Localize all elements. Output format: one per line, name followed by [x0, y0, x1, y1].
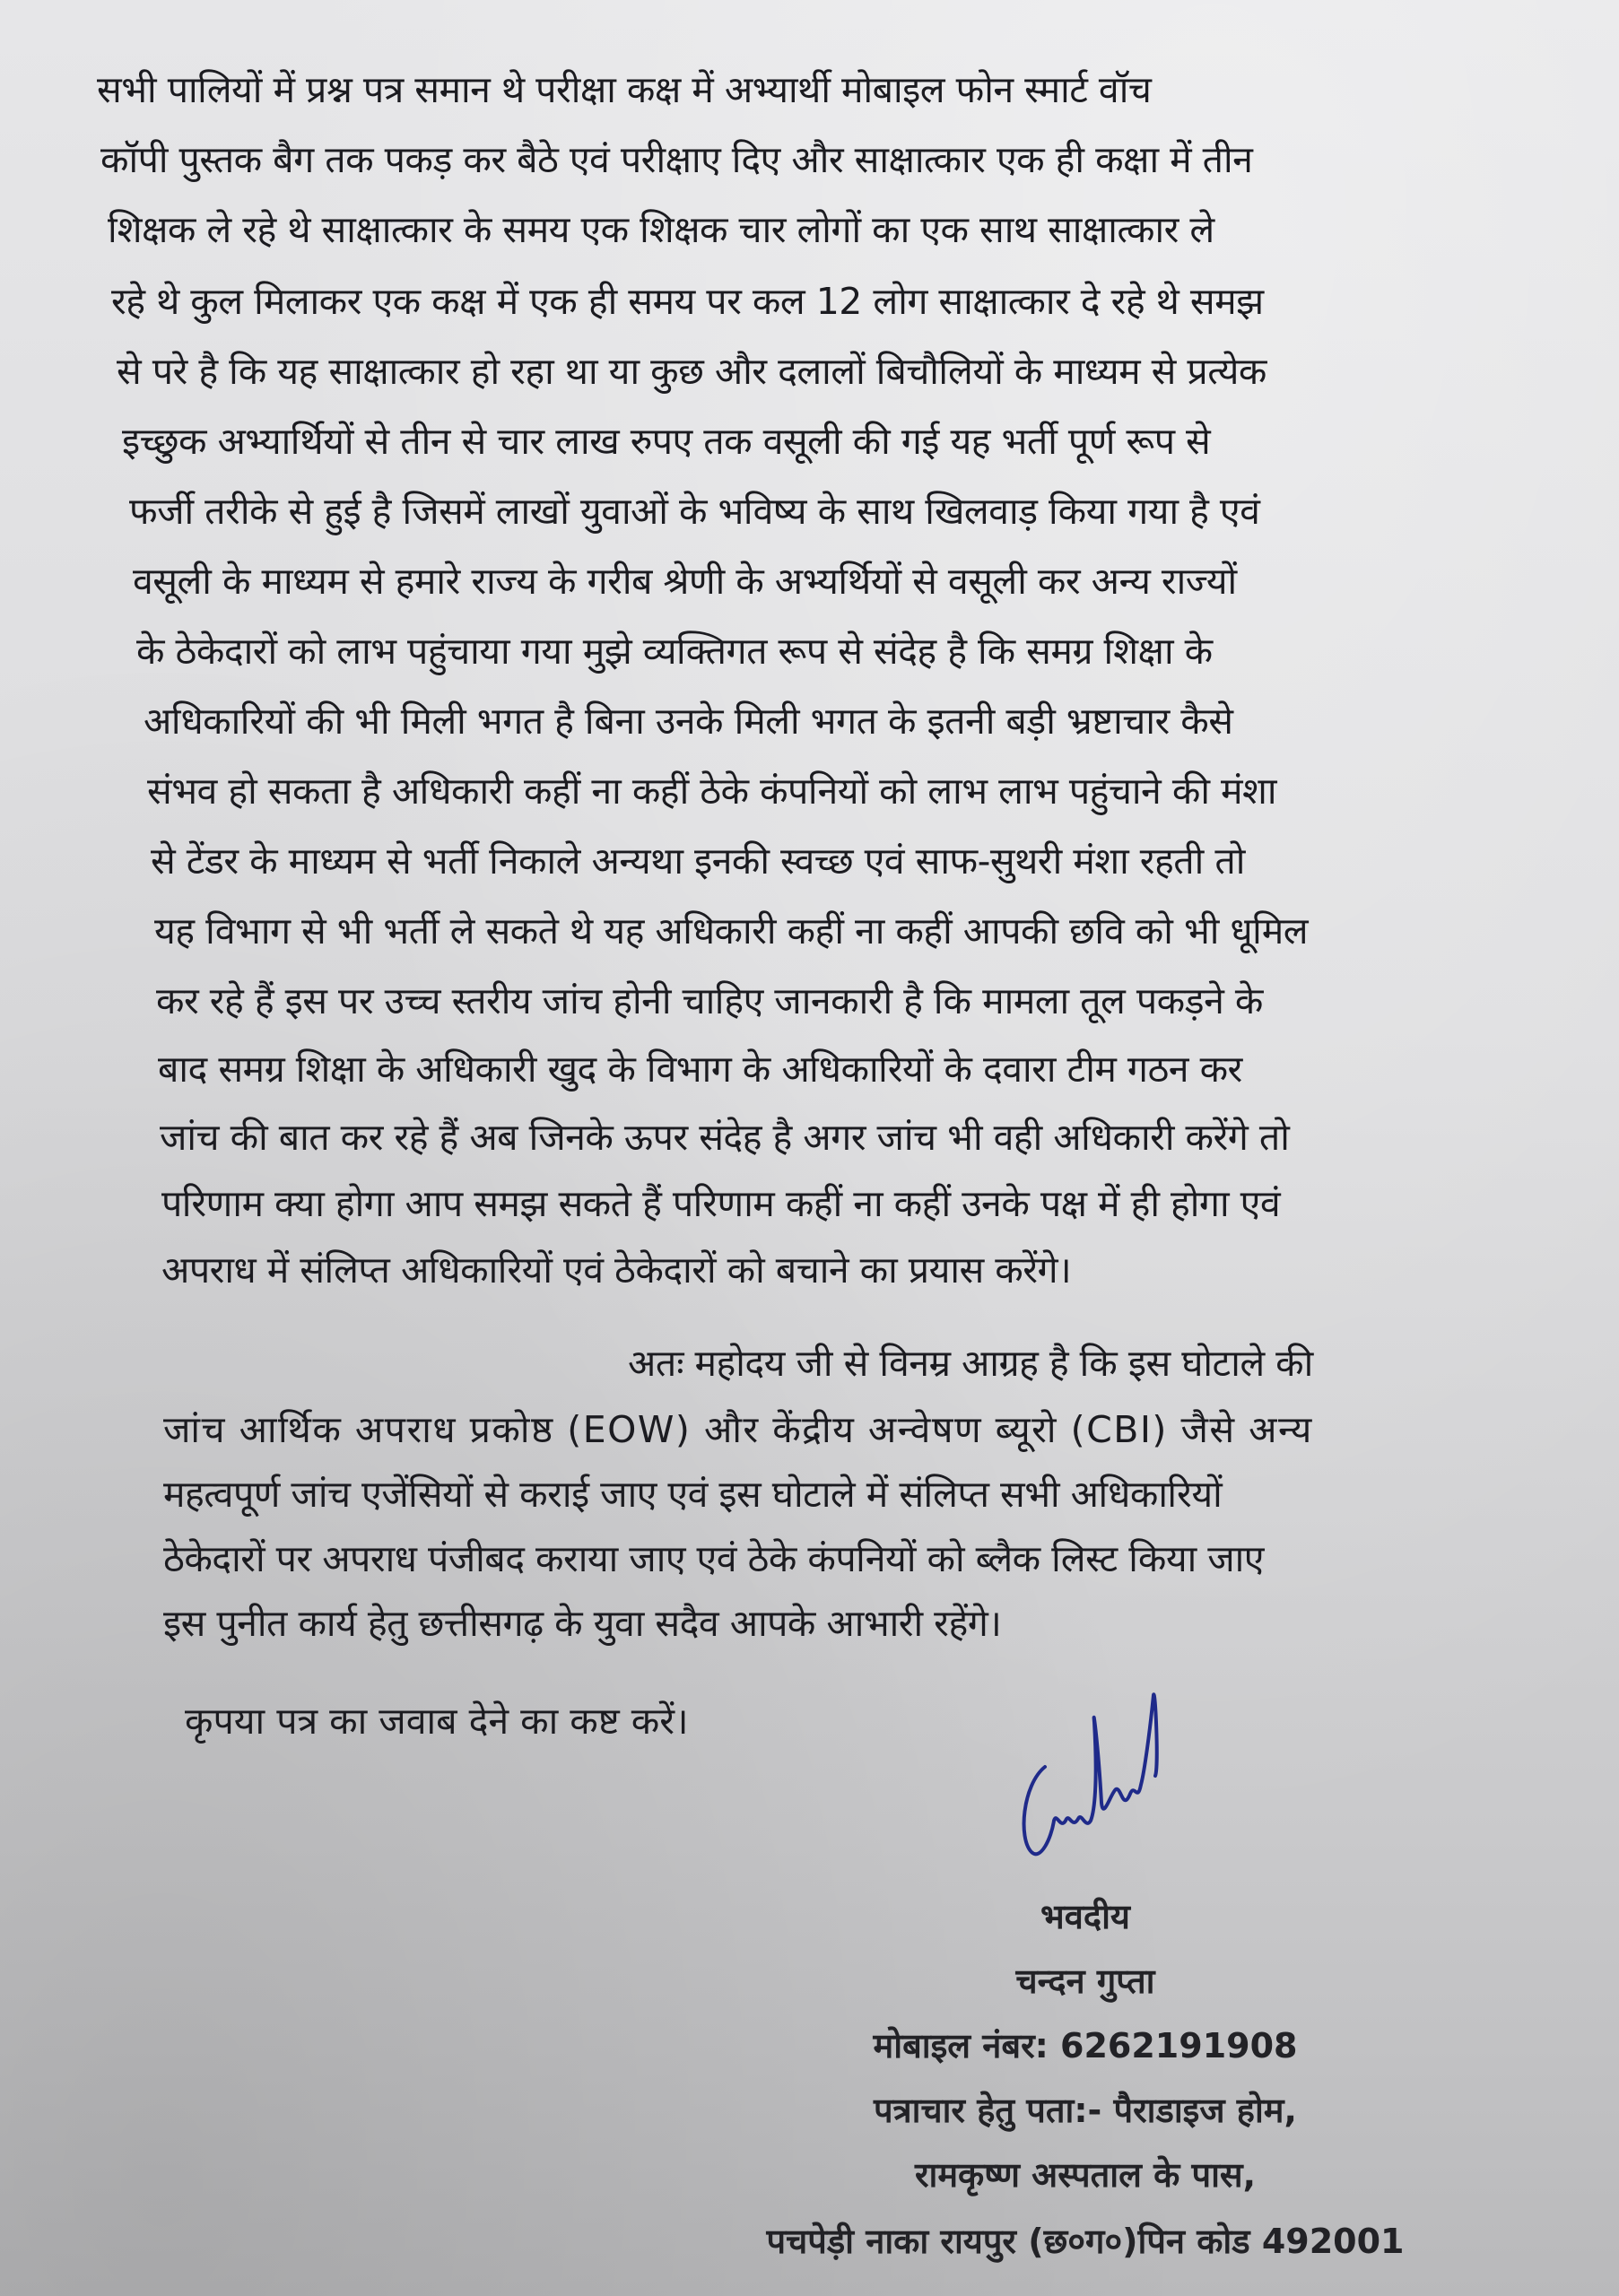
- valediction: भवदीय: [1040, 1897, 1130, 1936]
- address-line: पचपेड़ी नाका रायपुर (छ०ग०)पिन कोड 492001: [766, 2222, 1405, 2261]
- text-line: बाद समग्र शिक्षा के अधिकारी खुद के विभाग के अधिकारियों के दवारा टीम गठन कर: [158, 1048, 1242, 1091]
- text-line: संभव हो सकता है अधिकारी कहीं ना कहीं ठेके कंपनियों को लाभ लाभ पहुंचाने की मंशा: [147, 770, 1276, 813]
- text-line: परिणाम क्या होगा आप समझ सकते हैं परिणाम कहीं ना कहीं उनके पक्ष में ही होगा एवं: [161, 1182, 1281, 1225]
- text-line: इच्छुक अभ्यार्थियों से तीन से चार लाख रुपए तक वसूली की गई यह भर्ती पूर्ण रूप से: [122, 420, 1211, 463]
- sender-name: चन्दन गुप्ता: [1015, 1961, 1155, 2001]
- closing-request: कृपया पत्र का जवाब देने का कष्ट करें।: [185, 1700, 689, 1743]
- address-line: पत्राचार हेतु पता:- पैराडाइज होम,: [874, 2091, 1297, 2130]
- text-line: ठेकेदारों पर अपराध पंजीबद कराया जाए एवं ठेके कंपनियों को ब्लैक लिस्ट किया जाए: [163, 1537, 1264, 1580]
- text-line: वसूली के माध्यम से हमारे राज्य के गरीब श्रेणी के अभ्यर्थियों से वसूली कर अन्य राज्यों: [133, 560, 1237, 603]
- address-line: रामकृष्ण अस्पताल के पास,: [914, 2155, 1257, 2195]
- text-line: जांच आर्थिक अपराध प्रकोष्ठ (EOW) और केंद्रीय अन्वेषण ब्यूरो (CBI) जैसे अन्य: [163, 1408, 1313, 1451]
- text-line: अपराध में संलिप्त अधिकारियों एवं ठेकेदारों को बचाने का प्रयास करेंगे।: [161, 1248, 1072, 1292]
- text-line: जांच की बात कर रहे हैं अब जिनके ऊपर संदेह है अगर जांच भी वही अधिकारी करेंगे तो: [160, 1116, 1290, 1159]
- text-line: कॉपी पुस्तक बैग तक पकड़ कर बैठे एवं परीक्षाए दिए और साक्षात्कार एक ही कक्षा में तीन: [100, 138, 1253, 181]
- text-line: सभी पालियों में प्रश्न पत्र समान थे परीक्षा कक्ष में अभ्यार्थी मोबाइल फोन स्मार्ट वॉच: [97, 68, 1152, 111]
- text-line: महत्वपूर्ण जांच एजेंसियों से कराई जाए एवं इस घोटाले में संलिप्त सभी अधिकारियों: [163, 1473, 1223, 1516]
- text-line: फर्जी तरीके से हुई है जिसमें लाखों युवाओं के भविष्य के साथ खिलवाड़ किया गया है एवं: [129, 490, 1260, 533]
- text-line: अधिकारियों की भी मिली भगत है बिना उनके मिली भगत के इतनी बड़ी भ्रष्टाचार कैसे: [144, 700, 1233, 743]
- text-line: के ठेकेदारों को लाभ पहुंचाया गया मुझे व्यक्तिगत रूप से संदेह है कि समग्र शिक्षा के: [136, 630, 1213, 673]
- handwritten-signature-icon: [1005, 1686, 1220, 1866]
- text-line: कर रहे हैं इस पर उच्च स्तरीय जांच होनी चाहिए जानकारी है कि मामला तूल पकड़ने के: [156, 979, 1263, 1022]
- text-line: अतः महोदय जी से विनम्र आग्रह है कि इस घोटाले की: [628, 1342, 1313, 1385]
- text-line: रहे थे कुल मिलाकर एक कक्ष में एक ही समय पर कल 12 लोग साक्षात्कार दे रहे थे समझ: [111, 280, 1264, 323]
- text-line: इस पुनीत कार्य हेतु छत्तीसगढ़ के युवा सदैव आपके आभारी रहेंगे।: [163, 1602, 1002, 1645]
- text-line: से परे है कि यह साक्षात्कार हो रहा था या कुछ और दलालों बिचौलियों के माध्यम से प्रत्येक: [117, 350, 1266, 393]
- text-line: शिक्षक ले रहे थे साक्षात्कार के समय एक शिक्षक चार लोगों का एक साथ साक्षात्कार ले: [108, 208, 1214, 251]
- text-line: यह विभाग से भी भर्ती ले सकते थे यह अधिकारी कहीं ना कहीं आपकी छवि को भी धूमिल: [154, 909, 1309, 952]
- text-line: से टेंडर के माध्यम से भर्ती निकाले अन्यथा इनकी स्वच्छ एवं साफ-सुथरी मंशा रहती तो: [151, 839, 1245, 883]
- sender-mobile: मोबाइल नंबर: 6262191908: [873, 2026, 1298, 2066]
